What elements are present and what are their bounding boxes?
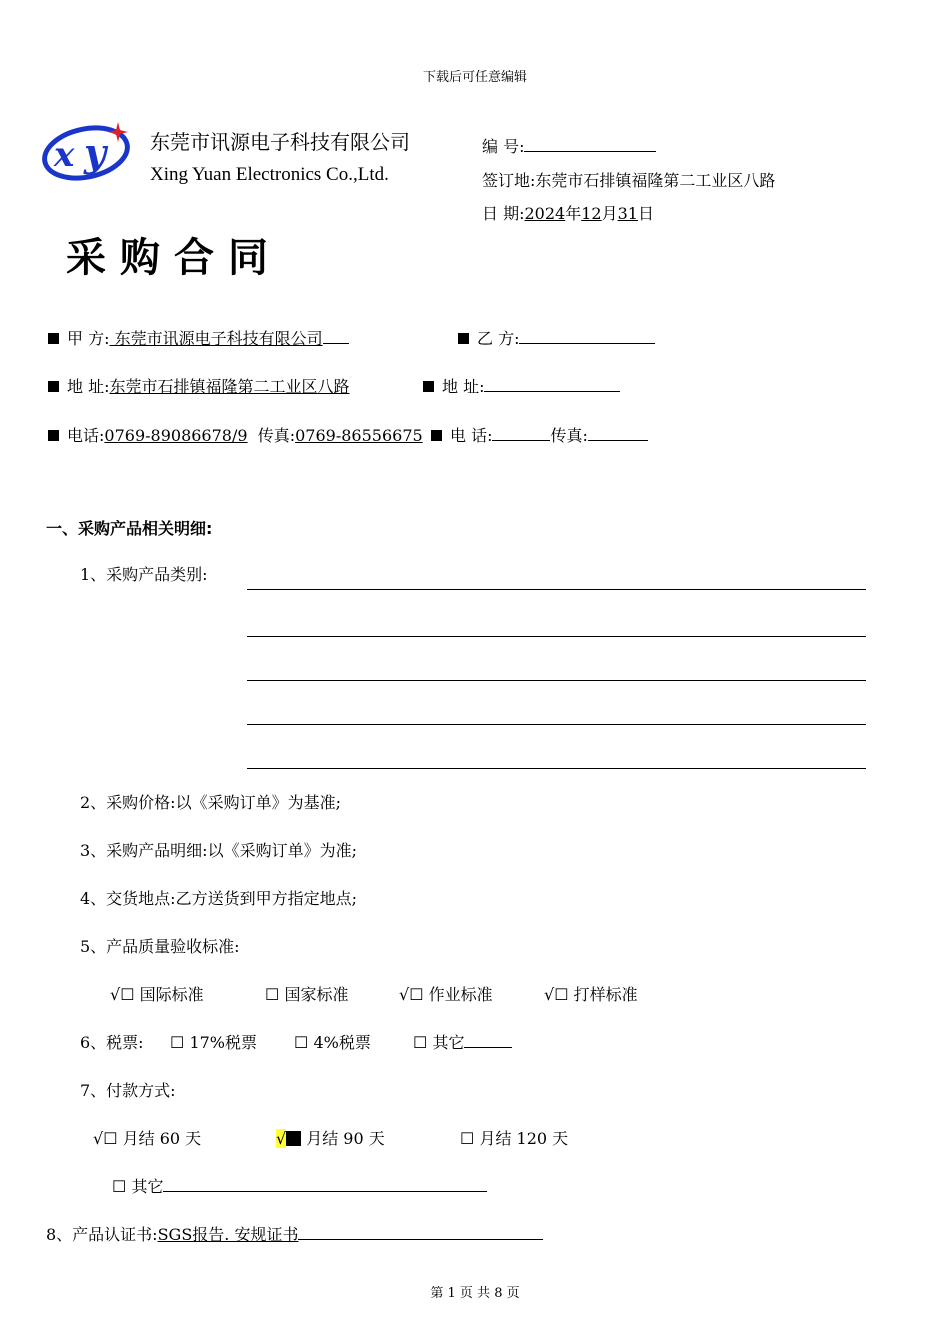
payment-option[interactable] bbox=[112, 1174, 487, 1197]
party-a-row bbox=[48, 326, 349, 349]
bullet-square-icon bbox=[48, 430, 59, 441]
option-label: 作业标准 bbox=[428, 985, 493, 1004]
page-footer: 第 1 页 共 8 页 bbox=[430, 1286, 520, 1301]
category-fill-line bbox=[247, 589, 866, 590]
option-label: 其它 bbox=[131, 1177, 164, 1196]
date-year: 2024 bbox=[524, 204, 566, 223]
date-day: 31 bbox=[617, 204, 638, 223]
company-name-cn: 东莞市讯源电子科技有限公司 bbox=[150, 130, 410, 154]
certificate-row bbox=[46, 1222, 543, 1245]
party-a-name: 东莞市讯源电子科技有限公司 bbox=[109, 329, 323, 348]
bullet-square-icon bbox=[431, 430, 442, 441]
party-b-tel-label: 电 话: bbox=[450, 426, 493, 445]
place-label: 签订地: bbox=[482, 171, 536, 190]
option-label: 国际标准 bbox=[139, 985, 204, 1004]
party-a-contact-row bbox=[48, 423, 423, 446]
company-logo bbox=[40, 118, 134, 184]
checkbox-icon: ☐ bbox=[413, 1033, 428, 1052]
payment-option[interactable] bbox=[93, 1126, 201, 1149]
party-a-tail-blank bbox=[323, 329, 349, 344]
checkbox-icon: √☐ bbox=[399, 985, 424, 1004]
party-a-tel: 0769-89086678/9 bbox=[104, 426, 248, 445]
party-a-address-label: 地 址: bbox=[67, 377, 110, 396]
header-note: 下载后可任意编辑 bbox=[422, 70, 527, 85]
category-fill-line bbox=[247, 680, 866, 681]
category-fill-line bbox=[247, 768, 866, 769]
company-name-en: Xing Yuan Electronics Co.,Ltd. bbox=[150, 164, 389, 185]
party-a-tel-label: 电话: bbox=[67, 426, 105, 445]
bullet-square-icon bbox=[458, 333, 469, 344]
party-b-label: 乙 方: bbox=[477, 329, 520, 348]
delivery-term: 4、交货地点:乙方送货到甲方指定地点; bbox=[80, 889, 357, 908]
document-title: 采购合同 bbox=[66, 235, 282, 281]
number-blank bbox=[524, 137, 656, 152]
checkbox-icon: ☐ bbox=[294, 1033, 309, 1052]
contract-date bbox=[482, 201, 654, 224]
certificate-label: 8、产品认证书: bbox=[46, 1225, 158, 1244]
option-label: 月结 120 天 bbox=[479, 1129, 569, 1148]
payment-other-blank bbox=[163, 1177, 487, 1192]
tax-option[interactable] bbox=[413, 1030, 512, 1053]
checkbox-icon: ☐ bbox=[265, 985, 280, 1004]
party-a-address-row bbox=[48, 374, 350, 397]
month-unit: 月 bbox=[601, 204, 618, 223]
party-b-contact-row bbox=[431, 423, 648, 446]
party-a-fax: 0769-86556675 bbox=[295, 426, 423, 445]
number-label: 编 号: bbox=[482, 137, 525, 156]
category-fill-line bbox=[247, 724, 866, 725]
signing-place bbox=[482, 168, 775, 191]
category-label: 1、采购产品类别: bbox=[80, 565, 208, 584]
contract-number bbox=[482, 134, 656, 157]
tax-option[interactable] bbox=[294, 1030, 371, 1053]
checked-box-icon bbox=[286, 1131, 301, 1146]
party-b-fax-blank bbox=[588, 426, 648, 441]
certificate-tail-blank bbox=[298, 1225, 543, 1240]
quality-option[interactable] bbox=[265, 982, 348, 1005]
option-label: 4%税票 bbox=[313, 1033, 371, 1052]
party-b-row bbox=[458, 326, 655, 349]
tax-option[interactable] bbox=[170, 1030, 257, 1053]
place-value: 东莞市石排镇福隆第二工业区八路 bbox=[535, 171, 776, 190]
quality-label: 5、产品质量验收标准: bbox=[80, 937, 240, 956]
option-label: 其它 bbox=[432, 1033, 465, 1052]
year-unit: 年 bbox=[565, 204, 582, 223]
quality-option[interactable] bbox=[399, 982, 493, 1005]
payment-option-selected[interactable] bbox=[276, 1126, 385, 1149]
party-b-address-blank bbox=[484, 377, 620, 392]
price-term: 2、采购价格:以《采购订单》为基准; bbox=[80, 793, 341, 812]
tax-label: 6、税票: bbox=[80, 1033, 144, 1052]
party-a-address: 东莞市石排镇福隆第二工业区八路 bbox=[109, 377, 350, 396]
checkbox-icon: ☐ bbox=[460, 1129, 475, 1148]
party-a-fax-label: 传真: bbox=[257, 426, 296, 445]
bullet-square-icon bbox=[423, 381, 434, 392]
option-label: 月结 60 天 bbox=[122, 1129, 202, 1148]
svg-text:y: y bbox=[84, 130, 107, 175]
party-b-tel-blank bbox=[492, 426, 550, 441]
checkbox-icon: √☐ bbox=[110, 985, 135, 1004]
option-label: 月结 90 天 bbox=[306, 1129, 385, 1148]
option-label: 打样标准 bbox=[573, 985, 638, 1004]
party-b-address-label: 地 址: bbox=[442, 377, 485, 396]
quality-option[interactable] bbox=[110, 982, 204, 1005]
party-b-fax-label: 传真: bbox=[550, 426, 588, 445]
section-title: 一、采购产品相关明细: bbox=[46, 519, 213, 538]
date-month: 12 bbox=[581, 204, 602, 223]
checkbox-icon: √☐ bbox=[93, 1129, 118, 1148]
detail-term: 3、采购产品明细:以《采购订单》为准; bbox=[80, 841, 357, 860]
party-b-blank bbox=[519, 329, 655, 344]
payment-label: 7、付款方式: bbox=[80, 1081, 176, 1100]
tax-other-blank bbox=[464, 1033, 512, 1048]
bullet-square-icon bbox=[48, 381, 59, 392]
check-mark-icon: √ bbox=[276, 1129, 287, 1148]
bullet-square-icon bbox=[48, 333, 59, 344]
party-b-address-row bbox=[423, 374, 620, 397]
certificate-value: SGS报告. 安规证书 bbox=[157, 1225, 299, 1244]
option-label: 国家标准 bbox=[284, 985, 349, 1004]
checkbox-icon: ☐ bbox=[112, 1177, 127, 1196]
date-label: 日 期: bbox=[482, 204, 525, 223]
option-label: 17%税票 bbox=[189, 1033, 258, 1052]
category-fill-line bbox=[247, 636, 866, 637]
payment-option[interactable] bbox=[460, 1126, 568, 1149]
checkbox-icon: ☐ bbox=[170, 1033, 185, 1052]
svg-text:x: x bbox=[54, 135, 75, 175]
day-unit: 日 bbox=[637, 204, 654, 223]
party-a-label: 甲 方: bbox=[67, 329, 110, 348]
checkbox-icon: √☐ bbox=[544, 985, 569, 1004]
quality-option[interactable] bbox=[544, 982, 638, 1005]
